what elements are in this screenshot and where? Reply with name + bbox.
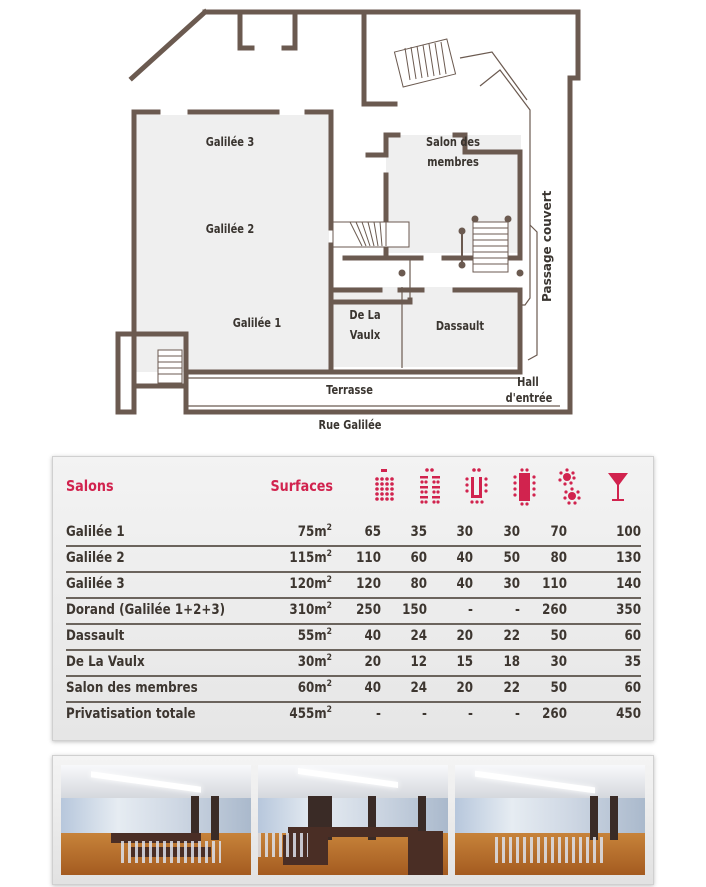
salon-name: Salon des membres (66, 680, 198, 696)
room-label-de-la-vaulx-2: Vaulx (349, 328, 381, 342)
salon-name: Privatisation totale (66, 706, 196, 722)
surface: $115m^2$ (289, 549, 332, 566)
capacity-banquet: 50 (550, 680, 567, 696)
surface: $120m^2$ (289, 575, 332, 592)
capacity-boardroom: - (515, 602, 520, 618)
table-row (66, 703, 641, 729)
capacity-theatre: - (376, 706, 381, 722)
table-row (66, 599, 641, 625)
surface: $60m^2$ (297, 679, 332, 696)
header-salons: Salons (66, 477, 114, 495)
capacity-boardroom: 30 (503, 524, 520, 540)
capacity-cocktail: 350 (616, 602, 641, 618)
capacity-boardroom: 30 (503, 576, 520, 592)
room-label-de-la-vaulx-1: De La (349, 308, 381, 322)
capacity-banquet: 70 (550, 524, 567, 540)
surface: $55m^2$ (297, 627, 332, 644)
theatre-setup-photo[interactable] (455, 765, 645, 875)
salon-name: Galilée 2 (66, 550, 125, 566)
capacity-classroom: 24 (410, 680, 427, 696)
u-shape-icon (463, 465, 489, 509)
capacity-theatre: 65 (364, 524, 381, 540)
surface: $30m^2$ (297, 653, 332, 670)
table-row (66, 547, 641, 573)
table-row (66, 625, 641, 651)
room-label-hall-1: Hall (517, 375, 539, 389)
table-row (66, 573, 641, 599)
capacity-u-shape: - (468, 706, 473, 722)
capacity-banquet: 110 (542, 576, 567, 592)
capacity-theatre: 20 (364, 654, 381, 670)
room-label-salon-membres-2: membres (427, 155, 479, 169)
capacity-classroom: 150 (402, 602, 427, 618)
capacity-theatre: 110 (356, 550, 381, 566)
capacity-banquet: 260 (542, 602, 567, 618)
room-label-salon-membres-1: Salon des (426, 135, 480, 149)
capacity-classroom: 12 (410, 654, 427, 670)
capacity-cocktail: 140 (616, 576, 641, 592)
capacity-theatre: 250 (356, 602, 381, 618)
header-surfaces: Surfaces (270, 477, 333, 495)
table-rows (66, 521, 641, 729)
capacity-banquet: 80 (550, 550, 567, 566)
banquet-icon (557, 465, 583, 509)
capacity-banquet: 50 (550, 628, 567, 644)
classroom-icon (417, 465, 443, 509)
capacity-classroom: 35 (410, 524, 427, 540)
capacity-classroom: 80 (410, 576, 427, 592)
capacity-u-shape: 15 (456, 654, 473, 670)
u-shape-setup-photo[interactable] (258, 765, 448, 875)
capacity-theatre: 120 (356, 576, 381, 592)
surface: $75m^2$ (297, 523, 332, 540)
capacity-u-shape: 20 (456, 628, 473, 644)
capacity-cocktail: 60 (624, 628, 641, 644)
capacity-cocktail: 100 (616, 524, 641, 540)
theatre-icon (371, 465, 397, 509)
boardroom-icon (511, 465, 537, 509)
street-label: Rue Galilée (318, 418, 382, 432)
room-label-galilee-1: Galilée 1 (232, 316, 282, 330)
capacity-u-shape: 40 (456, 576, 473, 592)
table-row (66, 651, 641, 677)
capacity-u-shape: 40 (456, 550, 473, 566)
room-label-hall-2: d'entrée (505, 391, 553, 405)
layout-icons (371, 465, 641, 509)
capacity-table (52, 456, 654, 741)
capacity-theatre: 40 (364, 628, 381, 644)
room-label-galilee-3: Galilée 3 (205, 135, 255, 149)
capacity-cocktail: 130 (616, 550, 641, 566)
capacity-u-shape: 30 (456, 524, 473, 540)
salon-name: Galilée 1 (66, 524, 125, 540)
room-label-passage-couvert: Passage couvert (540, 190, 554, 302)
classroom-setup-photo[interactable] (61, 765, 251, 875)
salon-name: De La Vaulx (66, 654, 145, 670)
capacity-cocktail: 60 (624, 680, 641, 696)
cocktail-icon (605, 465, 631, 509)
capacity-boardroom: 18 (503, 654, 520, 670)
capacity-theatre: 40 (364, 680, 381, 696)
capacity-classroom: 60 (410, 550, 427, 566)
table-row (66, 677, 641, 703)
salon-name: Galilée 3 (66, 576, 125, 592)
room-label-galilee-2: Galilée 2 (205, 222, 255, 236)
capacity-boardroom: - (515, 706, 520, 722)
salon-name: Dorand (Galilée 1+2+3) (66, 602, 226, 618)
capacity-u-shape: 20 (456, 680, 473, 696)
capacity-cocktail: 35 (624, 654, 641, 670)
capacity-u-shape: - (468, 602, 473, 618)
surface: $310m^2$ (289, 601, 332, 618)
capacity-boardroom: 22 (503, 680, 520, 696)
capacity-boardroom: 50 (503, 550, 520, 566)
table-row (66, 521, 641, 547)
room-label-dassault: Dassault (435, 319, 485, 333)
capacity-banquet: 260 (542, 706, 567, 722)
floor-plan (0, 0, 706, 440)
room-label-terrasse: Terrasse (326, 383, 373, 397)
capacity-cocktail: 450 (616, 706, 641, 722)
capacity-classroom: 24 (410, 628, 427, 644)
capacity-classroom: - (422, 706, 427, 722)
capacity-banquet: 30 (550, 654, 567, 670)
surface: $455m^2$ (289, 705, 332, 722)
capacity-boardroom: 22 (503, 628, 520, 644)
photo-strip (52, 755, 654, 885)
salon-name: Dassault (66, 628, 125, 644)
floor-plan-drawing (0, 0, 706, 440)
